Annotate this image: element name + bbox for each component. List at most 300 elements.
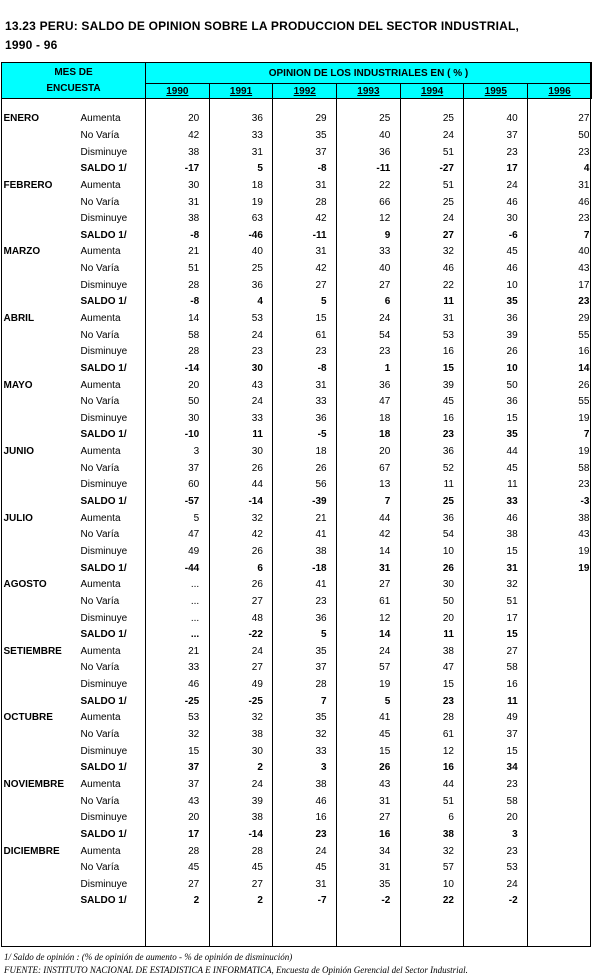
- value-cell-1993: 26: [379, 762, 391, 774]
- value-cell-1991: 24: [251, 329, 263, 341]
- value-cell-1993: 44: [379, 512, 391, 524]
- saldo-label: SALDO 1/: [80, 296, 127, 308]
- value-cell-1994: 15: [442, 362, 454, 374]
- value-cell-1995: 35: [506, 296, 518, 308]
- saldo-row: [2, 494, 592, 511]
- value-cell-1994: 28: [442, 712, 454, 724]
- value-cell-1996: [528, 727, 592, 744]
- value-cell-1994: 23: [442, 695, 454, 707]
- table-row: [2, 178, 592, 195]
- value-cell-1995: 15: [506, 545, 518, 557]
- value-cell-1990: 31: [188, 196, 200, 208]
- table-row: [2, 194, 592, 211]
- value-cell-1995: 16: [506, 679, 518, 691]
- value-cell-1992: 23: [315, 346, 327, 358]
- value-cell-1995: 46: [506, 263, 518, 275]
- value-cell-1995: 37: [506, 729, 518, 741]
- value-cell-1993: 18: [379, 412, 391, 424]
- value-cell-1995: 39: [506, 329, 518, 341]
- month-label: OCTUBRE: [3, 712, 53, 724]
- category-label: Disminuye: [80, 612, 128, 624]
- category-label: Aumenta: [80, 379, 121, 391]
- value-cell-1993: 45: [379, 729, 391, 741]
- value-cell-1994: 24: [442, 213, 454, 225]
- value-cell-1990: 33: [188, 662, 200, 674]
- value-cell-1992: 18: [315, 446, 327, 458]
- month-cell-empty: [2, 727, 78, 744]
- value-cell-1991: 30: [251, 362, 263, 374]
- month-cell-empty: [2, 560, 78, 577]
- value-cell-1992: 46: [315, 795, 327, 807]
- value-cell-1990: 60: [188, 479, 200, 491]
- table-row: [2, 344, 592, 361]
- value-cell-1992: 23: [315, 595, 327, 607]
- month-label: JUNIO: [3, 446, 35, 458]
- month-cell-empty: [2, 527, 78, 544]
- table-row: [2, 277, 592, 294]
- value-cell-1993: 40: [379, 263, 391, 275]
- value-cell-1992: 41: [315, 579, 327, 591]
- value-cell-1990: 46: [188, 679, 200, 691]
- value-cell-1996: [528, 677, 592, 694]
- value-cell-1992: 24: [315, 845, 327, 857]
- month-cell-empty: [2, 128, 78, 145]
- value-cell-1995: 38: [506, 529, 518, 541]
- saldo-label: SALDO 1/: [80, 629, 127, 641]
- value-cell-1991: 38: [251, 812, 263, 824]
- value-cell-1991: 32: [251, 712, 263, 724]
- value-cell-1990: 28: [188, 346, 200, 358]
- table-row: [2, 677, 592, 694]
- value-cell-1995: 34: [506, 762, 518, 774]
- value-cell-1996: [528, 627, 592, 644]
- value-cell-1994: 36: [442, 446, 454, 458]
- value-cell-1994: 36: [442, 512, 454, 524]
- value-cell-1994: 38: [442, 645, 454, 657]
- value-cell-1992: 37: [315, 662, 327, 674]
- value-cell-1992: 42: [315, 263, 327, 275]
- value-cell-1993: 67: [379, 462, 391, 474]
- value-cell-1994: 26: [442, 562, 454, 574]
- value-cell-1994: 23: [442, 429, 454, 441]
- value-cell-1993: 61: [379, 595, 391, 607]
- value-cell-1996: 23: [578, 146, 590, 158]
- month-cell-empty: [2, 876, 78, 893]
- value-cell-1992: 61: [315, 329, 327, 341]
- value-cell-1994: 6: [448, 812, 454, 824]
- category-label: No Varía: [80, 329, 120, 341]
- value-cell-1990: 51: [188, 263, 200, 275]
- value-cell-1990: 20: [188, 379, 200, 391]
- value-cell-1994: 45: [442, 396, 454, 408]
- value-cell-1996: 29: [578, 313, 590, 324]
- month-cell-empty: [2, 760, 78, 777]
- table-row: [2, 394, 592, 411]
- month-cell-empty: [2, 294, 78, 311]
- table-row: [2, 510, 592, 527]
- value-cell-1996: [528, 693, 592, 710]
- value-cell-1995: 24: [506, 179, 518, 191]
- value-cell-1990: ...: [190, 595, 200, 607]
- month-cell-empty: [2, 627, 78, 644]
- table-row: [2, 128, 592, 145]
- value-cell-1992: 45: [315, 862, 327, 874]
- value-cell-1992: 42: [315, 213, 327, 225]
- value-cell-1995: 10: [506, 279, 518, 291]
- value-cell-1991: 30: [251, 745, 263, 757]
- month-label: MAYO: [3, 379, 33, 391]
- value-cell-1991: 39: [251, 795, 263, 807]
- saldo-label: SALDO 1/: [80, 762, 127, 774]
- value-cell-1991: 33: [251, 412, 263, 424]
- saldo-label: SALDO 1/: [80, 163, 127, 175]
- value-cell-1991: 28: [251, 845, 263, 857]
- value-cell-1995: 58: [506, 795, 518, 807]
- value-cell-1990: 30: [188, 412, 200, 424]
- value-cell-1990: 2: [193, 895, 200, 907]
- table-row: [2, 477, 592, 494]
- footnote-source: FUENTE: INSTITUTO NACIONAL DE ESTADISTICA E INFORMATICA, Encuesta de Opinión Gerencial del Sector Industrial.: [4, 965, 468, 975]
- value-cell-1993: 42: [379, 529, 391, 541]
- category-label: Disminuye: [80, 479, 128, 491]
- table-body: [2, 99, 592, 910]
- value-cell-1993: -2: [381, 895, 391, 907]
- month-cell-empty: [2, 361, 78, 378]
- value-cell-1994: 22: [442, 279, 454, 291]
- value-cell-1992: 56: [315, 479, 327, 491]
- value-cell-1992: -8: [317, 163, 327, 175]
- value-cell-1996: 26: [578, 379, 590, 391]
- value-cell-1994: 20: [442, 612, 454, 624]
- value-cell-1991: 19: [251, 196, 263, 208]
- table-row: [2, 211, 592, 228]
- month-cell-empty: [2, 810, 78, 827]
- value-cell-1990: 49: [188, 545, 200, 557]
- value-cell-1993: 23: [379, 346, 391, 358]
- value-cell-1993: 41: [379, 712, 391, 724]
- category-label: Aumenta: [80, 645, 121, 657]
- value-cell-1990: 43: [188, 795, 200, 807]
- category-label: No Varía: [80, 729, 120, 741]
- value-cell-1990: 50: [188, 396, 200, 408]
- value-cell-1995: 10: [506, 362, 518, 374]
- value-cell-1995: 30: [506, 213, 518, 225]
- value-cell-1990: 15: [188, 745, 200, 757]
- header-mes-line2: ENCUESTA: [46, 82, 101, 94]
- value-cell-1992: -5: [317, 429, 327, 441]
- value-cell-1994: 22: [442, 895, 454, 907]
- value-cell-1992: 33: [315, 396, 327, 408]
- month-cell-empty: [2, 327, 78, 344]
- value-cell-1991: 31: [251, 146, 263, 158]
- value-cell-1996: [528, 743, 592, 760]
- month-cell-empty: [2, 411, 78, 428]
- value-cell-1994: 11: [443, 629, 454, 641]
- month-cell-empty: [2, 194, 78, 211]
- value-cell-1991: 27: [251, 662, 263, 674]
- value-cell-1990: -44: [184, 562, 200, 574]
- month-cell-empty: [2, 893, 78, 910]
- spacer-row: [2, 99, 592, 112]
- value-cell-1990: ...: [190, 629, 200, 641]
- month-cell-empty: [2, 277, 78, 294]
- value-cell-1996: 4: [583, 163, 590, 175]
- value-cell-1993: 36: [379, 379, 391, 391]
- saldo-row: [2, 827, 592, 844]
- value-cell-1993: 31: [379, 795, 391, 807]
- table-row: [2, 594, 592, 611]
- value-cell-1990: 45: [188, 862, 200, 874]
- value-cell-1994: 53: [442, 329, 454, 341]
- category-label: Aumenta: [80, 845, 121, 857]
- value-cell-1995: 15: [506, 412, 518, 424]
- value-cell-1994: 25: [442, 196, 454, 208]
- value-cell-1992: -8: [317, 362, 327, 374]
- category-label: Aumenta: [80, 246, 121, 258]
- value-cell-1996: 23: [578, 213, 590, 225]
- value-cell-1994: 51: [442, 146, 454, 158]
- month-label: FEBRERO: [3, 179, 53, 191]
- value-cell-1991: 27: [251, 878, 263, 890]
- table-row: [2, 527, 592, 544]
- table-row: [2, 444, 592, 461]
- value-cell-1996: 19: [578, 412, 590, 424]
- month-label: NOVIEMBRE: [3, 778, 65, 790]
- header-year-1992: 1992: [273, 84, 337, 99]
- month-cell-empty: [2, 677, 78, 694]
- value-cell-1995: 32: [506, 579, 518, 591]
- value-cell-1992: 31: [315, 246, 327, 258]
- category-label: Disminuye: [80, 213, 128, 225]
- saldo-label: SALDO 1/: [80, 695, 127, 707]
- value-cell-1993: 35: [379, 878, 391, 890]
- value-cell-1991: 36: [251, 113, 263, 125]
- category-label: No Varía: [80, 396, 120, 408]
- table-row: [2, 261, 592, 278]
- value-cell-1992: 38: [315, 545, 327, 557]
- value-cell-1992: 7: [321, 695, 327, 707]
- value-cell-1992: 36: [315, 412, 327, 424]
- value-cell-1994: 50: [442, 595, 454, 607]
- table-row: [2, 460, 592, 477]
- footnote-saldo: 1/ Saldo de opinión : (% de opinión de aumento - % de opinión de disminución): [4, 952, 293, 962]
- month-cell-empty: [2, 743, 78, 760]
- value-cell-1990: 28: [188, 845, 200, 857]
- value-cell-1996: 43: [578, 263, 590, 275]
- value-cell-1994: 16: [442, 346, 454, 358]
- category-label: Disminuye: [80, 545, 128, 557]
- value-cell-1996: 19: [578, 446, 590, 458]
- value-cell-1995: 20: [506, 812, 518, 824]
- value-cell-1992: -11: [312, 229, 327, 241]
- value-cell-1994: 12: [442, 745, 454, 757]
- value-cell-1995: 17: [506, 612, 518, 624]
- value-cell-1994: 47: [442, 662, 454, 674]
- value-cell-1993: 25: [379, 113, 391, 125]
- value-cell-1992: -18: [312, 562, 327, 574]
- value-cell-1994: 27: [442, 229, 454, 241]
- value-cell-1993: 33: [379, 246, 391, 258]
- saldo-row: [2, 560, 592, 577]
- value-cell-1996: [528, 860, 592, 877]
- category-label: Disminuye: [80, 412, 128, 424]
- saldo-label: SALDO 1/: [80, 229, 127, 241]
- table-row: [2, 610, 592, 627]
- value-cell-1993: 47: [379, 396, 391, 408]
- value-cell-1994: 11: [443, 479, 454, 491]
- value-cell-1996: 38: [578, 512, 590, 524]
- value-cell-1995: -2: [508, 895, 518, 907]
- month-cell-empty: [2, 610, 78, 627]
- value-cell-1993: 57: [379, 662, 391, 674]
- value-cell-1993: 40: [379, 129, 391, 141]
- value-cell-1990: 5: [193, 512, 200, 524]
- value-cell-1996: [528, 893, 592, 910]
- value-cell-1995: 3: [512, 828, 518, 840]
- value-cell-1993: 16: [379, 828, 391, 840]
- category-label: Disminuye: [80, 745, 128, 757]
- value-cell-1990: 27: [188, 878, 200, 890]
- saldo-label: SALDO 1/: [80, 496, 127, 508]
- value-cell-1993: 7: [384, 496, 391, 508]
- category-label: Aumenta: [80, 113, 121, 125]
- value-cell-1993: 66: [379, 196, 391, 208]
- value-cell-1995: 45: [506, 462, 518, 474]
- table-row: [2, 710, 592, 727]
- value-cell-1996: 31: [578, 179, 590, 191]
- table-row: [2, 111, 592, 128]
- value-cell-1996: [528, 827, 592, 844]
- value-cell-1990: 58: [188, 329, 200, 341]
- saldo-row: [2, 893, 592, 910]
- value-cell-1995: 36: [506, 313, 518, 324]
- value-cell-1994: 32: [442, 845, 454, 857]
- title-line-2: 1990 - 96: [5, 38, 58, 52]
- value-cell-1993: 36: [379, 146, 391, 158]
- value-cell-1993: 27: [379, 579, 391, 591]
- value-cell-1994: 15: [442, 679, 454, 691]
- table-row: [2, 793, 592, 810]
- table-row: [2, 876, 592, 893]
- value-cell-1995: 53: [506, 862, 518, 874]
- saldo-label: SALDO 1/: [80, 429, 127, 441]
- value-cell-1992: 41: [315, 529, 327, 541]
- value-cell-1990: -8: [190, 296, 200, 308]
- value-cell-1996: 46: [578, 196, 590, 208]
- value-cell-1990: 38: [188, 213, 200, 225]
- value-cell-1990: 3: [193, 446, 200, 458]
- value-cell-1990: -10: [184, 429, 200, 441]
- value-cell-1994: 25: [442, 496, 454, 508]
- value-cell-1991: 6: [257, 562, 263, 574]
- value-cell-1992: 35: [315, 645, 327, 657]
- value-cell-1993: 31: [379, 562, 391, 574]
- value-cell-1990: -17: [184, 163, 200, 175]
- value-cell-1993: 9: [384, 229, 391, 241]
- value-cell-1995: 46: [506, 196, 518, 208]
- value-cell-1995: 26: [506, 346, 518, 358]
- value-cell-1996: 40: [578, 246, 590, 258]
- value-cell-1991: 26: [251, 579, 263, 591]
- value-cell-1990: -57: [184, 496, 200, 508]
- category-label: No Varía: [80, 529, 120, 541]
- table-row: [2, 860, 592, 877]
- value-cell-1996: [528, 660, 592, 677]
- value-cell-1990: 37: [188, 778, 200, 790]
- opinion-table: [1, 62, 592, 910]
- value-cell-1996: [528, 644, 592, 661]
- value-cell-1994: 51: [442, 795, 454, 807]
- value-cell-1995: 15: [506, 745, 518, 757]
- value-cell-1991: 27: [251, 595, 263, 607]
- saldo-row: [2, 760, 592, 777]
- value-cell-1993: 12: [379, 612, 391, 624]
- value-cell-1990: 20: [188, 812, 200, 824]
- title-line-1: 13.23 PERU: SALDO DE OPINION SOBRE LA PRODUCCION DEL SECTOR INDUSTRIAL,: [5, 19, 520, 33]
- saldo-label: SALDO 1/: [80, 562, 127, 574]
- value-cell-1992: 35: [315, 712, 327, 724]
- value-cell-1991: 48: [251, 612, 263, 624]
- value-cell-1996: 7: [583, 429, 590, 441]
- value-cell-1991: 2: [257, 762, 263, 774]
- value-cell-1995: 58: [506, 662, 518, 674]
- value-cell-1990: ...: [190, 612, 200, 624]
- value-cell-1991: 36: [251, 279, 263, 291]
- value-cell-1993: 24: [379, 313, 391, 324]
- category-label: No Varía: [80, 129, 120, 141]
- value-cell-1990: 30: [188, 179, 200, 191]
- table-row: [2, 411, 592, 428]
- value-cell-1991: 45: [251, 862, 263, 874]
- value-cell-1991: 23: [251, 346, 263, 358]
- value-cell-1996: [528, 577, 592, 594]
- value-cell-1990: 53: [188, 712, 200, 724]
- header-mes-line1: MES DE: [54, 66, 93, 78]
- month-label: DICIEMBRE: [3, 845, 60, 857]
- value-cell-1992: 5: [321, 629, 327, 641]
- month-label: ENERO: [3, 113, 40, 125]
- value-cell-1994: 57: [442, 862, 454, 874]
- value-cell-1992: 28: [315, 679, 327, 691]
- value-cell-1996: 23: [578, 479, 590, 491]
- value-cell-1996: 55: [578, 396, 590, 408]
- value-cell-1994: 52: [442, 462, 454, 474]
- table-row: [2, 377, 592, 394]
- value-cell-1996: 23: [578, 296, 590, 308]
- month-cell-empty: [2, 827, 78, 844]
- value-cell-1991: 5: [257, 163, 263, 175]
- category-label: Aumenta: [80, 712, 121, 724]
- value-cell-1994: 54: [442, 529, 454, 541]
- value-cell-1994: 10: [442, 545, 454, 557]
- value-cell-1995: 37: [506, 129, 518, 141]
- month-label: SETIEMBRE: [3, 645, 62, 657]
- header-opinion: OPINION DE LOS INDUSTRIALES EN ( % ): [146, 63, 592, 84]
- value-cell-1995: 23: [506, 778, 518, 790]
- value-cell-1992: 15: [315, 313, 327, 324]
- value-cell-1992: 26: [315, 462, 327, 474]
- value-cell-1991: 24: [251, 778, 263, 790]
- header-year-1995: 1995: [464, 84, 528, 99]
- month-cell-empty: [2, 161, 78, 178]
- value-cell-1991: 11: [252, 429, 263, 441]
- value-cell-1995: 15: [506, 629, 518, 641]
- category-label: No Varía: [80, 595, 120, 607]
- value-cell-1996: 16: [578, 346, 590, 358]
- value-cell-1990: 47: [188, 529, 200, 541]
- category-label: Aumenta: [80, 512, 121, 524]
- saldo-row: [2, 627, 592, 644]
